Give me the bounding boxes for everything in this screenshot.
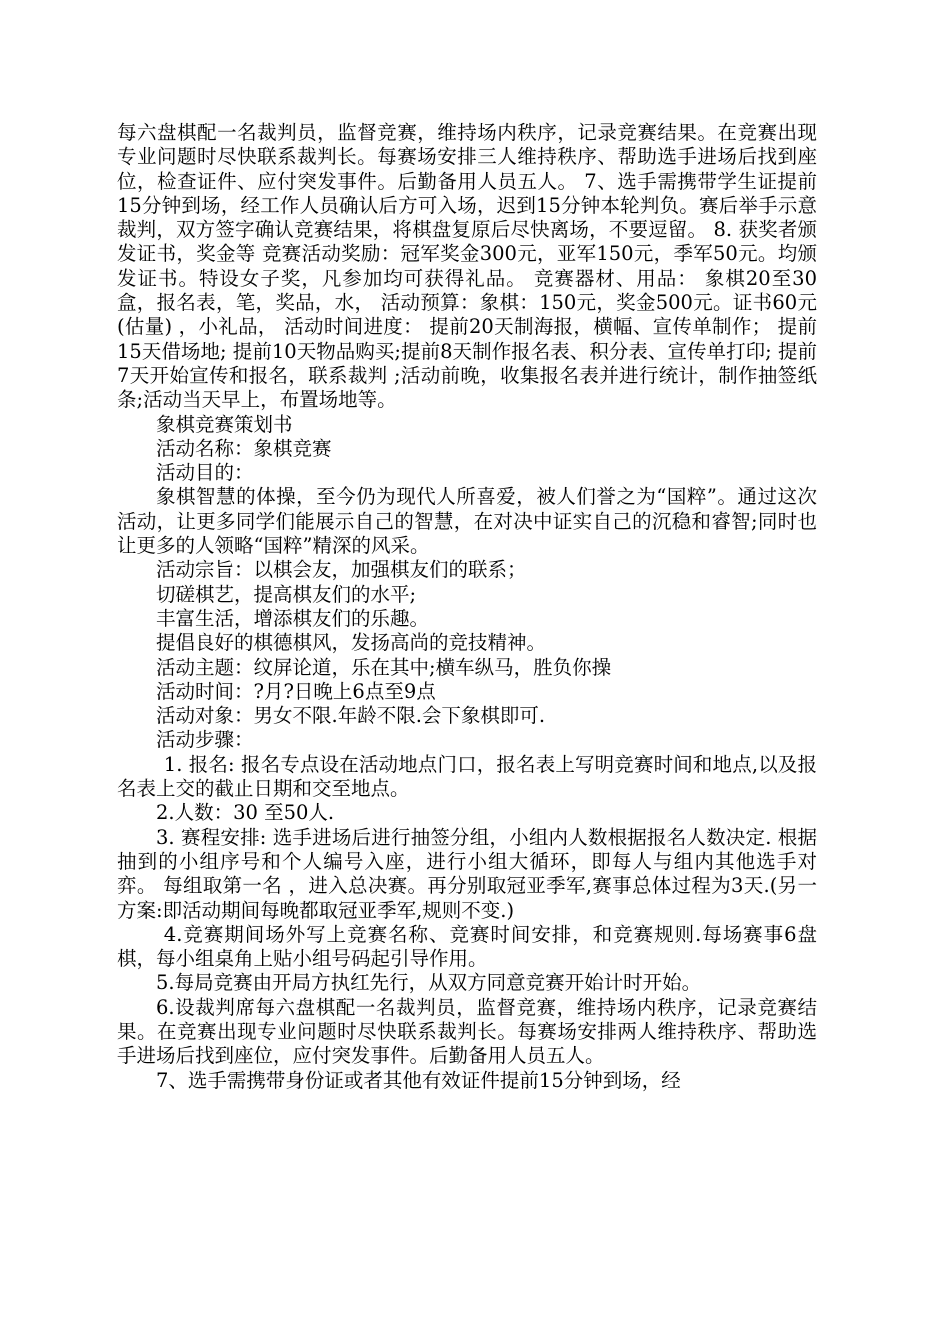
paragraph-continued-rules: 每六盘棋配一名裁判员，监督竞赛，维持场内秩序，记录竞赛结果。在竞赛出现专业问题时尽快联系裁判长。每赛场安排三人维持秩序、帮助选手进场后找到座位，检查证件、应付突发事件。后勤备用人员五人。 7、选手需携带学生证提前15分钟到场，经工作人员确认后方可入场，迟到15分钟本轮判负。赛后举手示意裁判，双方签字确认竞赛结果，将棋盘复原后尽快离场，不要逗留。 8. 获奖者颁发证书，奖金等 竞赛活动奖励：冠军奖金300元，亚军150元，季军50元。均颁发证书。特设女子奖，凡参加均可获得礼品。 竞赛器材、用品： 象棋20至30盒，报名表，笔，奖品，水， 活动预算：象棋：150元，奖金500元。证书60元(估量) ，小礼品， 活动时间进度： 提前20天制海报，横幅、宣传单制作； 提前15天借场地; 提前10天物品购买;提前8天制作报名表、积分表、宣传单打印; 提前7天开始宣传和报名，联系裁判 ;活动前晚，收集报名表并进行统计，制作抽签纸条;活动当天早上，布置场地等。 bbox=[117, 121, 817, 412]
paragraph-activity-purpose: 象棋智慧的体操，至今仍为现代人所喜爱，被人们誉之为“国粹”。通过这次活动，让更多同学们能展示自己的智慧，在对决中证实自己的沉稳和睿智;同时也让更多的人领略“国粹”精深的风采。 bbox=[117, 485, 817, 558]
document-title: 象棋竞赛策划书 bbox=[156, 412, 293, 436]
paragraph-step-schedule: 3. 赛程安排: 选手进场后进行抽签分组，小组内人数根据报名人数决定. 根据抽到的小组序号和个人编号入座，进行小组大循环，即每人与组内其他选手对弈。 每组取第一名 ，进入总决赛。再分别取冠亚季军,赛事总体过程为3天.(另一方案:即活动期间每晚都取冠亚季军,规则不变.) bbox=[117, 825, 817, 922]
paragraph-activity-aim: 活动宗旨：以棋会友，加强棋友们的联系； bbox=[156, 558, 527, 582]
paragraph-step-venue-signage: 4.竞赛期间场外写上竞赛名称、竞赛时间安排，和竞赛规则.每场赛事6盘棋，每小组桌角上贴小组号码起引导作用。 bbox=[117, 922, 817, 971]
paragraph-activity-time: 活动时间：?月?日晚上6点至9点 bbox=[156, 679, 436, 703]
paragraph-step-game-start: 5.每局竞赛由开局方执红先行，从双方同意竞赛开始计时开始。 bbox=[156, 971, 702, 995]
paragraph-aim-life: 丰富生活，增添棋友们的乐趣。 bbox=[156, 606, 430, 630]
paragraph-activity-purpose-heading: 活动目的： bbox=[156, 461, 254, 485]
paragraph-step-registration: 1. 报名: 报名专点设在活动地点门口，报名表上写明竞赛时间和地点,以及报名表上交的截止日期和交至地点。 bbox=[117, 752, 817, 801]
paragraph-aim-ethics: 提倡良好的棋德棋风，发扬高尚的竞技精神。 bbox=[156, 631, 547, 655]
document-body bbox=[117, 121, 817, 1093]
paragraph-activity-theme: 活动主题：纹屏论道，乐在其中;横车纵马，胜负你操 bbox=[156, 655, 612, 679]
paragraph-activity-name: 活动名称：象棋竞赛 bbox=[156, 436, 332, 460]
paragraph-step-arrival: 7、选手需携带身份证或者其他有效证件提前15分钟到场，经 bbox=[156, 1068, 681, 1092]
paragraph-activity-steps-heading: 活动步骤： bbox=[156, 728, 254, 752]
paragraph-aim-skill: 切磋棋艺，提高棋友们的水平; bbox=[156, 582, 417, 606]
paragraph-step-headcount: 2.人数：30 至50人. bbox=[156, 801, 335, 825]
paragraph-activity-target: 活动对象：男女不限.年龄不限.会下象棋即可. bbox=[156, 704, 546, 728]
paragraph-step-referees: 6.设裁判席每六盘棋配一名裁判员，监督竞赛，维持场内秩序，记录竞赛结果。在竞赛出现专业问题时尽快联系裁判长。每赛场安排两人维持秩序、帮助选手进场后找到座位，应付突发事件。后勤备用人员五人。 bbox=[117, 995, 817, 1068]
